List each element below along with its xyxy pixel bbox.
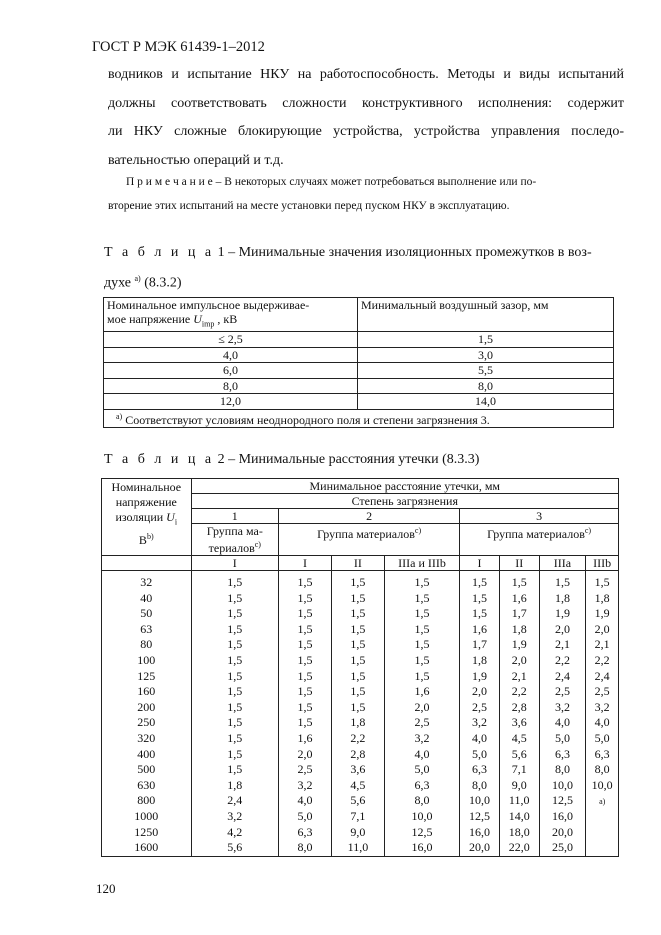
table1-col1-header: Номинальное импульсное выдерживае- мое напряжение $U_{imp}$ , кВ xyxy=(104,298,358,332)
table-cell: 1,5 xyxy=(297,715,313,730)
table-cell: 1,5 xyxy=(414,637,430,652)
table-cell: 1,6 xyxy=(297,730,313,745)
degree-1-header: 1 xyxy=(191,509,279,524)
table-cell: 2,1 xyxy=(554,637,570,652)
table-cell: 1,5 xyxy=(472,606,488,621)
table-cell: 1,5 xyxy=(350,575,366,589)
table2-caption-text: 2 – Минимальные расстояния утечки (8.3.3) xyxy=(214,452,480,467)
table-cell: 1250 xyxy=(134,824,159,839)
table-cell: 1,5 xyxy=(227,652,243,667)
note-label: П р и м е ч а н и е xyxy=(126,176,213,188)
table-cell: 1,5 xyxy=(227,684,243,699)
table-cell: 12,5 xyxy=(551,793,573,808)
table-cell: 1,5 xyxy=(350,699,366,714)
col-p2-i xyxy=(279,571,332,857)
page-number: 120 xyxy=(96,881,116,896)
table-cell: 18,0 xyxy=(508,824,530,839)
table-cell: 16,0 xyxy=(551,808,573,823)
table-cell: 1,5 xyxy=(227,746,243,761)
document-header: ГОСТ Р МЭК 61439-1–2012 xyxy=(92,39,265,55)
col-p1-i xyxy=(191,571,279,857)
table-cell: 2,5 xyxy=(414,715,430,730)
empty-cell xyxy=(102,556,192,571)
table-cell: 2,5 xyxy=(594,684,610,699)
table-cell: 2,5 xyxy=(472,699,488,714)
table-cell: 10,0 xyxy=(411,808,433,823)
note-text: вторение этих испытаний на месте установки перед пуском НКУ в эксплуатацию. xyxy=(108,200,510,212)
paragraph-line: ли НКУ сложные блокирующие устройства, устройства управления последо- xyxy=(108,124,624,139)
table-cell: 1,8 xyxy=(472,652,488,667)
group-label: IIIa и IIIb xyxy=(384,556,459,571)
table-cell: 1,5 xyxy=(227,715,243,730)
table-cell: 1,5 xyxy=(227,762,243,777)
table-cell: 1,5 xyxy=(414,652,430,667)
table-cell: 1,9 xyxy=(472,668,488,683)
table-cell: 4,2 xyxy=(227,824,243,839)
table-cell: 1,6 xyxy=(472,621,488,636)
table2 xyxy=(101,478,619,857)
body-paragraph xyxy=(108,61,624,175)
note-text: – В некоторых случаях может потребоваться выполнение или по- xyxy=(212,176,537,188)
material-group-header: Группа материалов$^{с)}$ xyxy=(460,524,619,556)
table-cell: 630 xyxy=(137,777,156,792)
table-body-row xyxy=(102,571,619,857)
table-cell: 4,0 xyxy=(414,746,430,761)
table-cell: 1,8 xyxy=(227,777,243,792)
table2-caption xyxy=(104,452,479,468)
table-cell: 100 xyxy=(137,652,156,667)
table-cell: 63 xyxy=(140,621,153,636)
table-cell: 8,0 xyxy=(594,762,610,777)
table-cell: 2,1 xyxy=(594,637,610,652)
group-label: II xyxy=(331,556,384,571)
col-p2-iii xyxy=(384,571,459,857)
table-cell: 1,5 xyxy=(227,606,243,621)
table-cell: 5,6 xyxy=(227,840,243,855)
table-cell: 2,0 xyxy=(511,652,527,667)
table-cell: 2,4 xyxy=(594,668,610,683)
table-cell: 1,5 xyxy=(350,606,366,621)
table-cell: 1,5 xyxy=(414,668,430,683)
table-cell: 10,0 xyxy=(551,777,573,792)
table-cell: 1,5 xyxy=(350,590,366,605)
table-cell: 500 xyxy=(137,762,156,777)
col-p2-ii xyxy=(331,571,384,857)
table-cell: 12,5 xyxy=(411,824,433,839)
table-cell: 1,5 xyxy=(297,668,313,683)
material-group-header: Группа ма- териалов$^{с)}$ xyxy=(191,524,279,556)
table-cell: 11,0 xyxy=(508,793,530,808)
group-label: I xyxy=(279,556,332,571)
table-cell: 160 xyxy=(137,684,156,699)
table-cell: 10,0 xyxy=(591,777,613,792)
table-row: 4,0 3,0 xyxy=(104,347,614,363)
table-cell: 5,0 xyxy=(594,730,610,745)
table-cell: 1,5 xyxy=(414,575,430,589)
table-cell: 1,5 xyxy=(594,575,610,589)
table-cell: 1,5 xyxy=(227,621,243,636)
table-cell: 6,3 xyxy=(594,746,610,761)
table-cell: 1,5 xyxy=(472,590,488,605)
table-cell: 1,5 xyxy=(297,652,313,667)
table-cell: 1,8 xyxy=(511,621,527,636)
table-cell: 2,4 xyxy=(554,668,570,683)
table-cell: 1,5 xyxy=(297,621,313,636)
table-cell: 1,5 xyxy=(297,684,313,699)
table-cell: 3,6 xyxy=(350,762,366,777)
table-cell: 1,5 xyxy=(227,668,243,683)
table-cell: 22,0 xyxy=(508,840,530,855)
table-cell: 125 xyxy=(137,668,156,683)
col-p3-ii xyxy=(499,571,539,857)
table-cell: 1000 xyxy=(134,808,159,823)
table1 xyxy=(103,297,614,428)
table-cell: 10,0 xyxy=(469,793,491,808)
table-cell: 16,0 xyxy=(411,840,433,855)
table-cell: 20,0 xyxy=(551,824,573,839)
table-cell: 2,0 xyxy=(472,684,488,699)
table-cell: 3,2 xyxy=(594,699,610,714)
table-row: ≤ 2,5 1,5 xyxy=(104,332,614,348)
table-cell: 40 xyxy=(140,590,153,605)
table-cell: 1,5 xyxy=(554,575,570,589)
voltage-header: Номинальное напряжение изоляции $U_i$ $В^{b)}$ xyxy=(102,479,192,556)
table-cell: 1,5 xyxy=(227,637,243,652)
table1-caption-label: Т а б л и ц а xyxy=(104,245,215,260)
table-cell: 8,0 xyxy=(472,777,488,792)
table-cell: 1,5 xyxy=(350,668,366,683)
table1-caption xyxy=(104,240,624,297)
group-label: IIIb xyxy=(586,556,619,571)
table-cell: 1,5 xyxy=(297,575,313,589)
degree-2-header: 2 xyxy=(279,509,460,524)
table-cell: 1,5 xyxy=(414,621,430,636)
table-cell: 1,5 xyxy=(350,621,366,636)
table-cell: 1,5 xyxy=(227,699,243,714)
table-cell: 2,0 xyxy=(297,746,313,761)
table-cell: 3,2 xyxy=(472,715,488,730)
table-cell: 1,5 xyxy=(297,699,313,714)
table-cell: 3,2 xyxy=(554,699,570,714)
table1-caption-text: духе xyxy=(104,275,135,291)
table-cell: 6,3 xyxy=(472,762,488,777)
table-cell: 1600 xyxy=(134,840,159,855)
table-cell: 3,2 xyxy=(297,777,313,792)
table-cell: 2,5 xyxy=(554,684,570,699)
table-cell: 6,3 xyxy=(554,746,570,761)
table-cell: 3,6 xyxy=(511,715,527,730)
table-cell-footnote: а) xyxy=(599,797,606,807)
table-cell: 14,0 xyxy=(508,808,530,823)
table-cell: 1,9 xyxy=(554,606,570,621)
table-cell: 7,1 xyxy=(511,762,527,777)
table-cell: 5,6 xyxy=(511,746,527,761)
table-cell: 8,0 xyxy=(414,793,430,808)
table-cell: 1,8 xyxy=(594,590,610,605)
table-cell: 4,0 xyxy=(297,793,313,808)
table1-caption-sup: а) xyxy=(134,274,141,283)
table-row: 6,0 5,5 xyxy=(104,363,614,379)
table-cell: 2,0 xyxy=(594,621,610,636)
col-p3-iiib xyxy=(586,571,619,857)
table-cell: 2,2 xyxy=(594,652,610,667)
table-cell: 2,5 xyxy=(297,762,313,777)
table-cell: 250 xyxy=(137,715,156,730)
table-cell: 2,0 xyxy=(554,621,570,636)
table-cell: 4,0 xyxy=(554,715,570,730)
table-cell: 1,9 xyxy=(594,606,610,621)
table-cell: 1,5 xyxy=(414,606,430,621)
table-cell: 4,5 xyxy=(511,730,527,745)
table-cell: 320 xyxy=(137,730,156,745)
col-p3-iiia xyxy=(539,571,586,857)
table-row: 12,0 14,0 xyxy=(104,394,614,410)
table1-caption-text: 1 – Минимальные значения изоляционных промежутков в воз- xyxy=(214,245,592,260)
table-cell: 1,8 xyxy=(350,715,366,730)
table-cell: 1,6 xyxy=(511,590,527,605)
table-cell: 5,0 xyxy=(472,746,488,761)
table-cell: 2,2 xyxy=(554,652,570,667)
group-label: I xyxy=(191,556,279,571)
table-cell: 1,5 xyxy=(350,637,366,652)
table-cell: 4,5 xyxy=(350,777,366,792)
table-cell: 1,7 xyxy=(511,606,527,621)
creepage-header: Минимальное расстояние утечки, мм xyxy=(191,479,618,494)
table-cell: 1,5 xyxy=(472,575,488,589)
table-cell: 8,0 xyxy=(297,840,313,855)
table-cell: 5,0 xyxy=(554,730,570,745)
note xyxy=(108,170,624,218)
table-cell: 1,9 xyxy=(511,637,527,652)
table-cell: 3,2 xyxy=(227,808,243,823)
table-cell: 1,5 xyxy=(297,637,313,652)
table-cell: 5,6 xyxy=(350,793,366,808)
table-cell: 200 xyxy=(137,699,156,714)
table1-col2-header: Минимальный воздушный зазор, мм xyxy=(358,298,614,332)
table-cell: 7,1 xyxy=(350,808,366,823)
table-row: 8,0 8,0 xyxy=(104,378,614,394)
table-cell: 11,0 xyxy=(347,840,369,855)
table-cell: 16,0 xyxy=(469,824,491,839)
table-cell: 4,0 xyxy=(594,715,610,730)
table-cell: 1,5 xyxy=(297,606,313,621)
table-cell: 80 xyxy=(140,637,153,652)
table-cell: 1,8 xyxy=(554,590,570,605)
table-cell: 2,8 xyxy=(511,699,527,714)
col-voltage xyxy=(102,571,192,857)
table-cell: 25,0 xyxy=(551,840,573,855)
degree-3-header: 3 xyxy=(460,509,619,524)
table2-caption-label: Т а б л и ц а xyxy=(104,452,215,467)
paragraph-line: водников и испытание НКУ на работоспособность. Методы и виды испытаний xyxy=(108,67,624,82)
table-cell: 1,5 xyxy=(227,730,243,745)
table-cell: 1,7 xyxy=(472,637,488,652)
table-cell: 50 xyxy=(140,606,153,621)
table-cell: 1,6 xyxy=(414,684,430,699)
table-cell: 4,0 xyxy=(472,730,488,745)
table-cell: 5,0 xyxy=(414,762,430,777)
table-cell: 2,2 xyxy=(511,684,527,699)
table-cell: 9,0 xyxy=(511,777,527,792)
table-cell: 20,0 xyxy=(469,840,491,855)
material-group-header: Группа материалов$^{с)}$ xyxy=(279,524,460,556)
col-p3-i xyxy=(460,571,500,857)
table-cell: 1,5 xyxy=(414,590,430,605)
table-cell: 2,8 xyxy=(350,746,366,761)
paragraph-line: вательностью операций и т.д. xyxy=(108,152,284,168)
table-cell: 1,5 xyxy=(511,575,527,589)
table-cell: 6,3 xyxy=(297,824,313,839)
table-cell: 8,0 xyxy=(554,762,570,777)
table-cell: 9,0 xyxy=(350,824,366,839)
table-cell: 1,5 xyxy=(350,652,366,667)
group-label: II xyxy=(499,556,539,571)
table-cell: 2,0 xyxy=(414,699,430,714)
table-cell: 32 xyxy=(140,575,153,589)
table1-footnote-row: $^{а)}$ Соответствуют условиям неоднородного поля и степени загрязнения 3. xyxy=(104,409,614,427)
table-cell: 2,4 xyxy=(227,793,243,808)
table-cell: 400 xyxy=(137,746,156,761)
pollution-degree-header: Степень загрязнения xyxy=(191,494,618,509)
group-label: IIIa xyxy=(539,556,586,571)
table-cell: 6,3 xyxy=(414,777,430,792)
table-cell: 2,2 xyxy=(350,730,366,745)
group-label: I xyxy=(460,556,500,571)
table-cell: 1,5 xyxy=(297,590,313,605)
paragraph-line: должны соответствовать сложности конструктивного исполнения: содержит xyxy=(108,95,624,111)
table-cell: 5,0 xyxy=(297,808,313,823)
table-cell: 800 xyxy=(137,793,156,808)
table1-caption-ref: (8.3.2) xyxy=(140,275,182,291)
table-cell: 1,5 xyxy=(350,684,366,699)
table-cell: 2,1 xyxy=(511,668,527,683)
table-cell: 3,2 xyxy=(414,730,430,745)
table-cell: 12,5 xyxy=(469,808,491,823)
table-cell: 1,5 xyxy=(227,590,243,605)
table-cell: 1,5 xyxy=(227,575,243,589)
